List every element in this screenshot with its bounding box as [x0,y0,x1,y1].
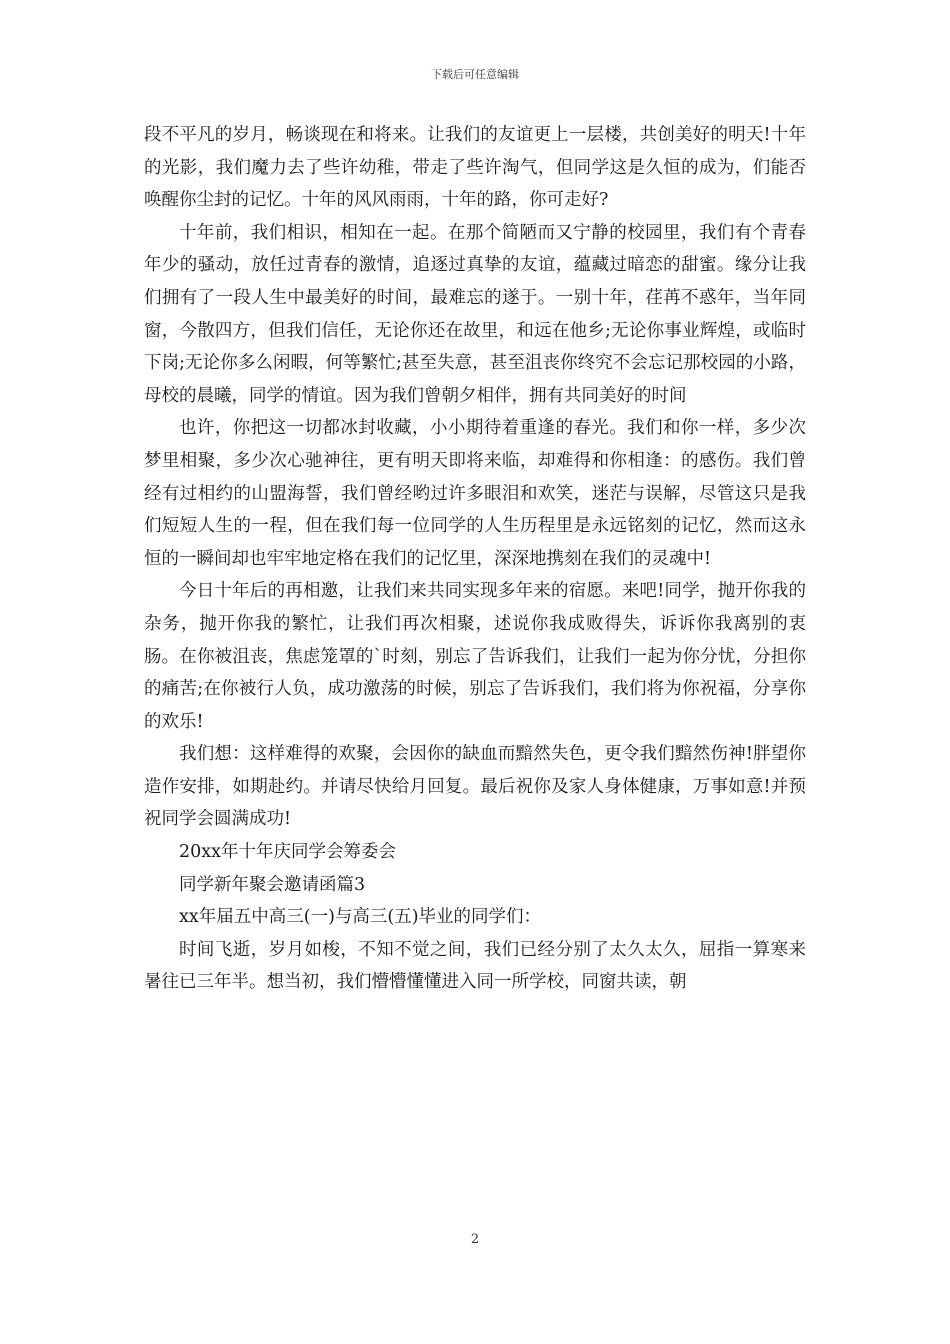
salutation: xx年届五中高三(一)与高三(五)毕业的同学们： [179,907,542,928]
paragraph: 今日十年后的再相邀，让我们来共同实现多年来的宿愿。来吧!同学，抛开你我的杂务，抛开你我的繁忙，让我们再次相聚，述说你我成败得失，诉诉你我离别的衷肠。在你被沮丧，焦虑笼罩的`时刻，别忘了告诉我们，让我们一起为你分忧，分担你的痛苦;在你被行人负，成功激荡的时候，别忘了告诉我们，我们将为你祝福，分享你的欢乐! [144,581,806,732]
page-header-note: 下载后可任意编辑 [431,68,519,81]
paragraph: 时间飞逝，岁月如梭，不知不觉之间，我们已经分别了太久太久，屈指一算寒来暑往已三年半。想当初，我们懵懵懂懂进入同一所学校，同窗共读，朝 [144,939,806,993]
signature-line: 20xx年十年庆同学会筹委会 [179,842,397,863]
paragraph: 也许，你把这一切都冰封收藏，小小期待着重逢的春光。我们和你一样，多少次梦里相聚，多少次心驰神往，更有明天即将来临，却难得和你相逢：的感伤。我们曾经有过相约的山盟海誓，我们曾经哟过许多眼泪和欢笑，迷茫与误解，尽管这只是我们短短人生的一程，但在我们每一位同学的人生历程里是永远铭刻的记忆，然而这永恒的一瞬间却也牢牢地定格在我们的记忆里，深深地携刻在我们的灵魂中! [144,418,806,569]
page-number: 2 [470,1232,480,1247]
paragraph: 我们想：这样难得的欢聚，会因你的缺血而黯然失色，更令我们黯然伤神!胖望你造作安排，如期赴约。并请尽快给月回复。最后祝你及家人身体健康，万事如意!并预祝同学会圆满成功! [144,744,806,830]
paragraph: 段不平凡的岁月，畅谈现在和将来。让我们的友谊更上一层楼，共创美好的明天!十年的光影，我们魔力去了些许幼稚，带走了些许淘气，但同学这是久恒的成为，们能否唤醒你尘封的记忆。十年的风风雨雨，十年的路，你可走好? [144,125,806,211]
document-body [144,119,806,999]
section-heading: 同学新年聚会邀请函篇3 [179,874,366,895]
paragraph: 十年前，我们相识，相知在一起。在那个简陋而又宁静的校园里，我们有个青春年少的骚动，放任过青春的激情，追逐过真挚的友谊，蕴藏过暗恋的甜蜜。缘分让我们拥有了一段人生中最美好的时间，最难忘的遂于。一别十年，荏苒不惑年，当年同窗，今散四方，但我们信任，无论你还在故里，和远在他乡;无论你事业辉煌，或临时下岗;无论你多么闲暇，何等繁忙;甚至失意，甚至沮丧你终究不会忘记那校园的小路，母校的晨曦，同学的情谊。因为我们曾朝夕相伴，拥有共同美好的时间 [144,222,806,406]
